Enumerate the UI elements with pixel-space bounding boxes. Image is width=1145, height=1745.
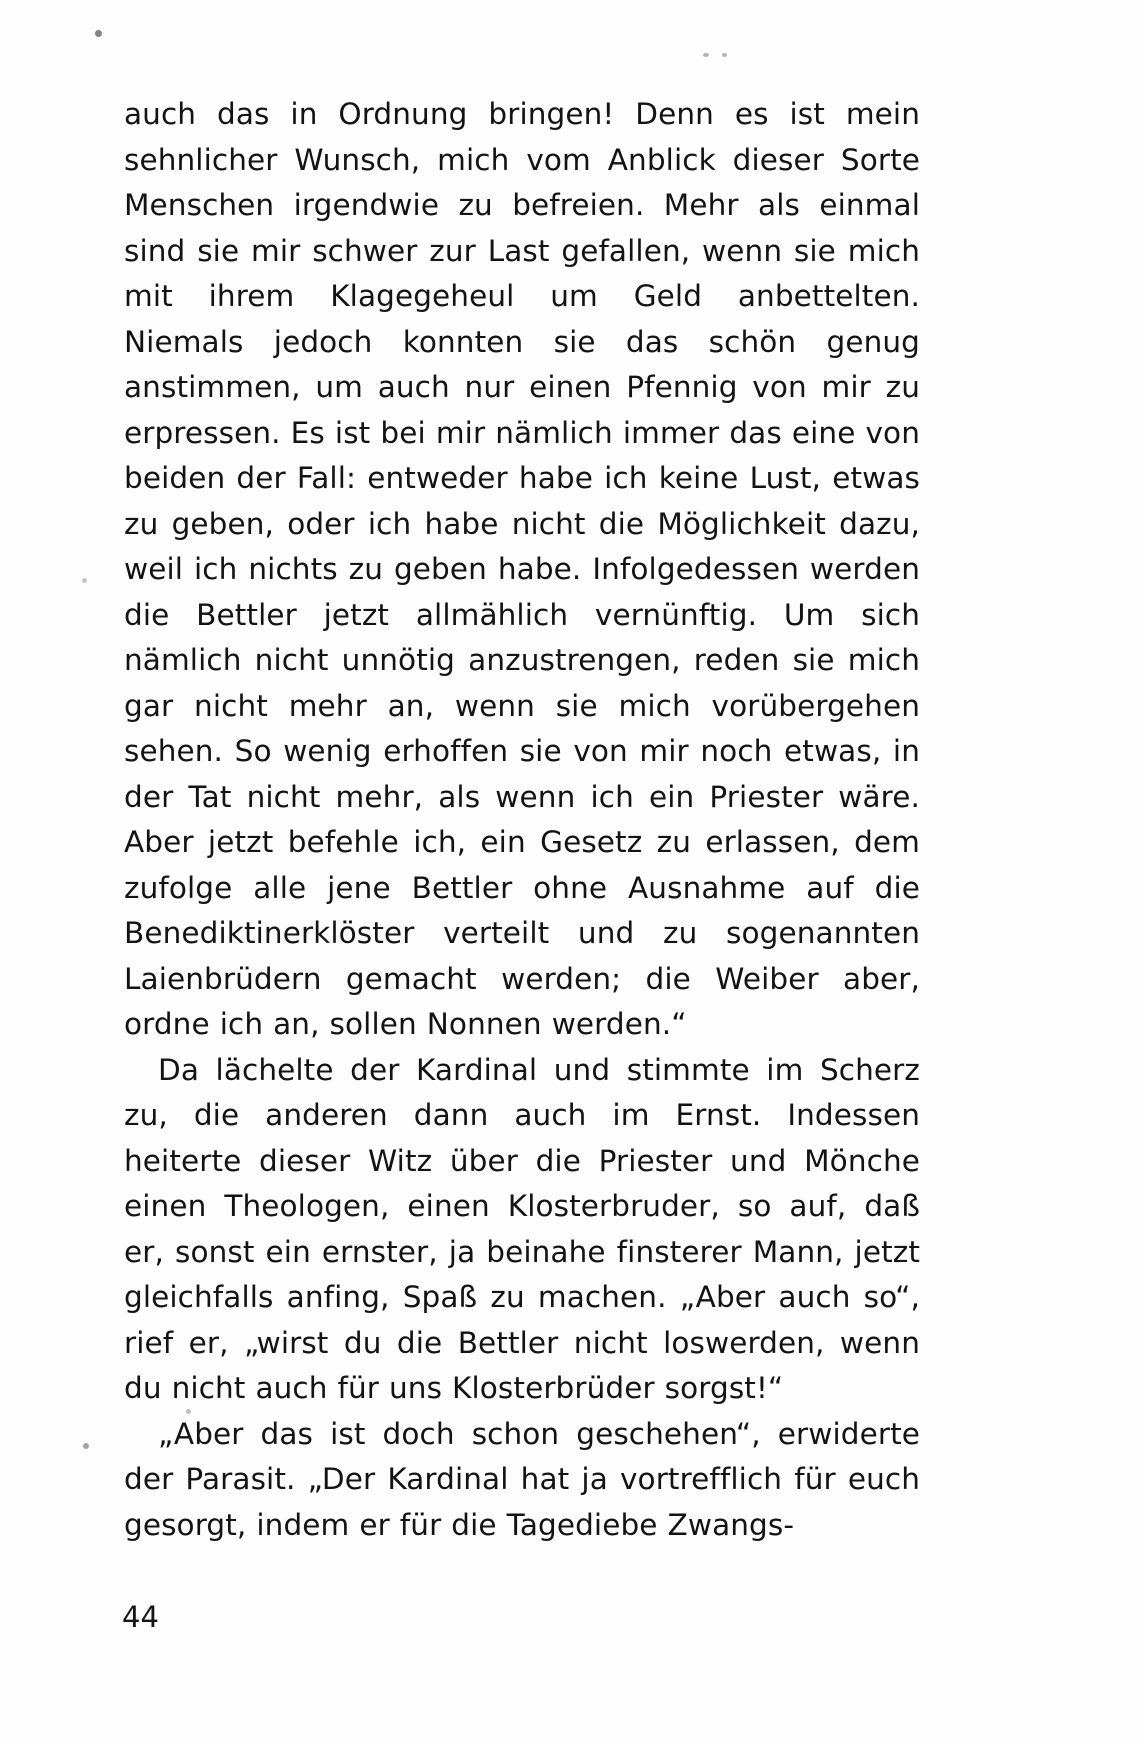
paragraph: Da lächelte der Kardinal und stimmte im Scherz zu, die anderen dann auch im Ernst. Indessen heiterte dieser Witz über die Priester und Mönche einen Theologen, einen Klosterbruder, so auf, daß er, sonst ein ernster, ja beinahe finsterer Mann, jetzt gleichfalls anfing, Spaß zu machen. „Aber auch so“, rief er, „wirst du die Bettler nicht loswerden, wenn du nicht auch für uns Klosterbrüder sorgst!“ (124, 1052, 920, 1405)
body-text (124, 92, 920, 1548)
paragraph: auch das in Ordnung bringen! Denn es ist mein sehnlicher Wunsch, mich vom Anblick dieser Sorte Menschen irgendwie zu befreien. Mehr als einmal sind sie mir schwer zur Last gefallen, wenn sie mich mit ihrem Klagegeheul um Geld anbettelten. Niemals jedoch konnten sie das schön genug anstimmen, um auch nur einen Pfennig von mir zu erpressen. Es ist bei mir nämlich immer das eine von beiden der Fall: entweder habe ich keine Lust, etwas zu geben, oder ich habe nicht die Möglichkeit dazu, weil ich nichts zu geben habe. Infolgedessen werden die Bettler jetzt allmählich vernünftig. Um sich nämlich nicht unnötig anzustrengen, reden sie mich gar nicht mehr an, wenn sie mich vorübergehen sehen. So wenig erhoffen sie von mir noch etwas, in der Tat nicht mehr, als wenn ich ein Priester wäre. Aber jetzt befehle ich, ein Gesetz zu erlassen, dem zufolge alle jene Bettler ohne Ausnahme auf die Benediktinerklöster verteilt und zu sogenannten Laienbrüdern gemacht werden; die Weiber aber, ordne ich an, sollen Nonnen werden.“ (124, 97, 920, 1041)
page-number: 44 (122, 1600, 159, 1634)
paper-speck-icon (722, 53, 727, 57)
paper-speck-icon (83, 1443, 89, 1449)
paragraph: „Aber das ist doch schon geschehen“, erwiderte der Parasit. „Der Kardinal hat ja vortrefflich für euch gesorgt, indem er für die Tagediebe Zwangs- (124, 1416, 920, 1542)
paper-speck-icon (703, 53, 709, 57)
paper-speck-icon (82, 578, 87, 583)
paper-speck-icon (95, 30, 102, 37)
